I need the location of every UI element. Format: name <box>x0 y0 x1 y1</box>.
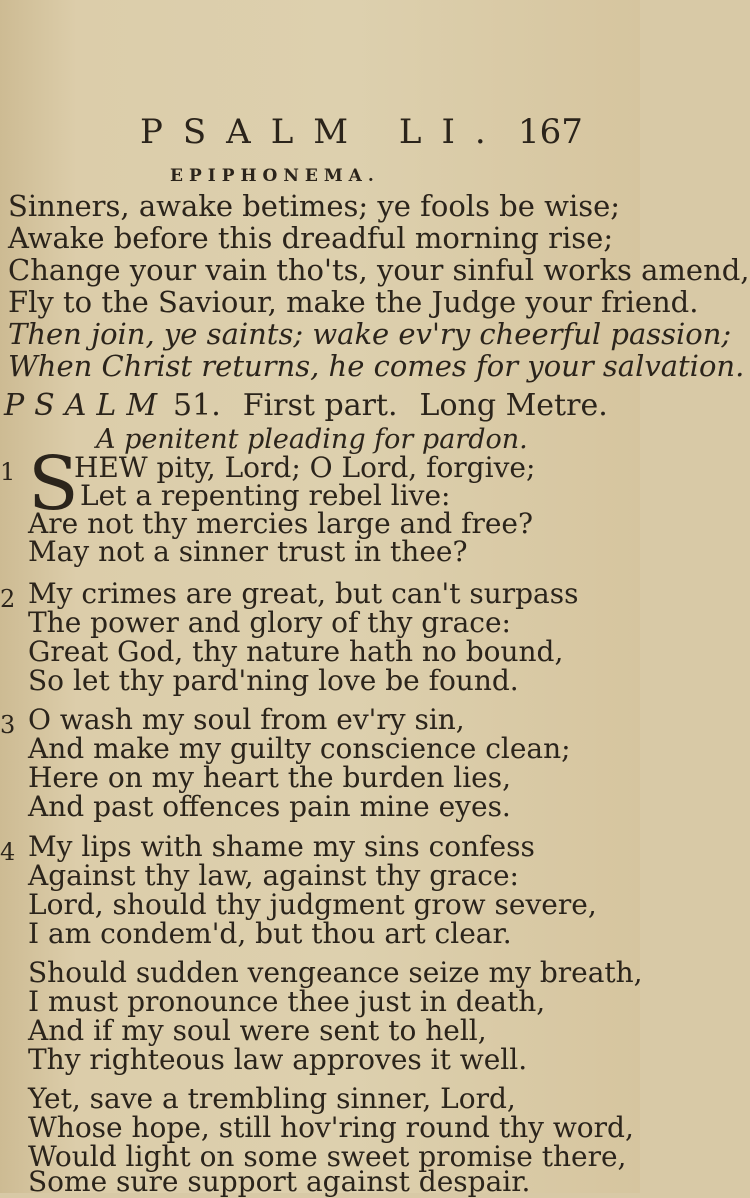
psalm-number: 51. <box>173 388 221 423</box>
page-number: 167 <box>518 112 583 152</box>
verse-line: And make my guilty conscience clean; <box>28 732 571 765</box>
verse-line: Here on my heart the burden lies, <box>28 761 512 794</box>
epiphonema-line: Awake before this dreadful morning rise; <box>8 221 614 255</box>
verse-line: I am condem'd, but thou art clear. <box>28 917 512 950</box>
verse-line: Let a repenting rebel live: <box>80 479 451 512</box>
verse-number: 4 <box>0 838 16 866</box>
verse-line: Some sure support against despair. <box>28 1165 531 1198</box>
verse-line: O wash my soul from ev'ry sin, <box>28 703 465 736</box>
drop-cap: S <box>28 441 79 527</box>
verse-line: My lips with shame my sins confess <box>28 830 535 863</box>
running-title: PSALM LI. <box>140 112 506 152</box>
verse-line: May not a sinner trust in thee? <box>28 535 468 568</box>
verse-line: My crimes are great, but can't surpass <box>28 577 579 610</box>
psalm-heading <box>4 388 608 423</box>
epiphonema-line: Sinners, awake betimes; ye fools be wise; <box>8 189 621 223</box>
psalm-metre: Long Metre. <box>419 388 608 423</box>
verse-line: And if my soul were sent to hell, <box>28 1014 487 1047</box>
verse-line: Are not thy mercies large and free? <box>28 507 533 540</box>
running-header <box>0 112 640 152</box>
psalm-label: PSALM <box>4 388 168 423</box>
verse-line: Thy righteous law approves it well. <box>28 1043 528 1076</box>
verse-number: 2 <box>0 585 16 613</box>
epiphonema-line: When Christ returns, he comes for your salvation. <box>8 349 745 383</box>
epiphonema-line: Fly to the Saviour, make the Judge your friend. <box>8 285 699 319</box>
psalm-subtitle: A penitent pleading for pardon. <box>96 424 528 455</box>
verse-line: Against thy law, against thy grace: <box>28 859 519 892</box>
verse-line: Yet, save a trembling sinner, Lord, <box>28 1082 516 1115</box>
verse-line: Great God, thy nature hath no bound, <box>28 635 564 668</box>
verse-line: Whose hope, still hov'ring round thy word, <box>28 1111 634 1144</box>
verse-number: 3 <box>0 711 16 739</box>
epiphonema-line: Change your vain tho'ts, your sinful works amend, <box>8 253 750 287</box>
epiphonema-heading: EPIPHONEMA. <box>170 166 380 186</box>
verse-line: I must pronounce thee just in death, <box>28 985 546 1018</box>
verse-number: 1 <box>0 458 16 486</box>
verse-line: Should sudden vengeance seize my breath, <box>28 956 643 989</box>
psalm-part: First part. <box>242 388 398 423</box>
verse-line: HEW pity, Lord; O Lord, forgive; <box>74 451 536 484</box>
verse-line: Would light on some sweet promise there, <box>28 1140 627 1173</box>
verse-line: Lord, should thy judgment grow severe, <box>28 888 597 921</box>
epiphonema-line: Then join, ye saints; wake ev'ry cheerful passion; <box>8 317 732 351</box>
verse-line: So let thy pard'ning love be found. <box>28 664 519 697</box>
verse-line: And past offences pain mine eyes. <box>28 790 511 823</box>
verse-line: The power and glory of thy grace: <box>28 606 511 639</box>
